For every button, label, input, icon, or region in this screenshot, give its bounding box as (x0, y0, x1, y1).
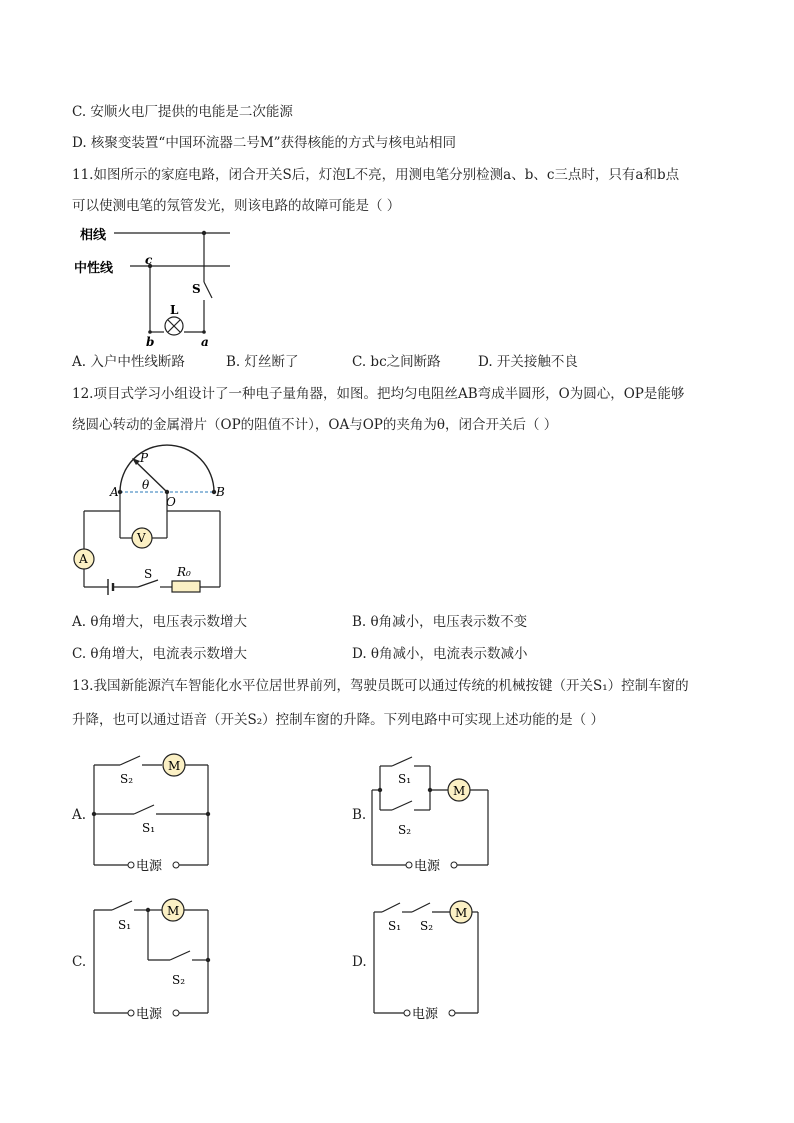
switch-s2-icon (392, 801, 412, 810)
point-a-label: A (110, 485, 119, 499)
lamp-label: L (170, 303, 179, 317)
switch-s1-icon (112, 901, 132, 910)
q11-option-a: A. 入户中性线断路 (72, 354, 185, 370)
q13-circuit-b (368, 752, 498, 877)
motor-label: M (453, 784, 466, 798)
q12-protractor-circuit (72, 442, 242, 602)
q12-stem-line2: 绕圆心转动的金属滑片（OP的阻值不计），OA与OP的夹角为θ，闭合开关后（ ） (72, 417, 558, 433)
resistor-label: R₀ (177, 565, 191, 579)
theta-label: θ (142, 478, 150, 492)
point-a-label: a (201, 335, 209, 349)
power-label: 电源 (136, 859, 163, 874)
s1-label: S₁ (398, 772, 412, 786)
option-c-prev: C. 安顺火电厂提供的电能是二次能源 (72, 104, 293, 120)
point-b-label: b (146, 335, 155, 349)
q11-option-c: C. bc之间断路 (352, 354, 441, 370)
s2-label: S₂ (172, 973, 186, 987)
motor-label: M (455, 906, 468, 920)
q12-option-d: D. θ角减小，电流表示数减小 (352, 646, 528, 662)
q13-option-c-label: C. (72, 954, 87, 970)
motor-label: M (168, 759, 181, 773)
power-label: 电源 (412, 1007, 439, 1022)
ammeter-label: A (79, 552, 88, 566)
switch-s2-icon (120, 756, 140, 765)
s2-label: S₂ (120, 772, 134, 786)
s1-label: S₁ (388, 919, 402, 933)
q12-option-c: C. θ角增大，电流表示数增大 (72, 646, 248, 662)
point-b-label: B (216, 485, 225, 499)
q13-option-d-label: D. (352, 954, 367, 970)
q12-stem-line1: 12.项目式学习小组设计了一种电子量角器，如图。把均匀电阻丝AB弯成半圆形，O为圆心，OP是能够 (72, 386, 685, 402)
switch-icon (138, 580, 158, 587)
s1-label: S₁ (142, 821, 156, 835)
switch-s1-icon (382, 903, 400, 912)
option-d-prev: D. 核聚变装置“中国环流器二号M”获得核能的方式与核电站相同 (72, 135, 457, 151)
q11-stem-line2: 可以使测电笔的氖管发光，则该电路的故障可能是（ ） (72, 198, 401, 214)
switch-s1-icon (134, 805, 154, 814)
live-wire-label: 相线 (80, 228, 107, 243)
q13-circuit-a (90, 750, 215, 880)
q13-stem-line2: 升降，也可以通过语音（开关S₂）控制车窗的升降。下列电路中可实现上述功能的是（ ） (72, 712, 604, 728)
neutral-wire-label: 中性线 (74, 261, 114, 276)
q12-option-b: B. θ角减小，电压表示数不变 (352, 614, 528, 630)
switch-label: S (144, 567, 153, 581)
q12-option-a: A. θ角增大，电压表示数增大 (72, 614, 247, 630)
switch-s2-icon (412, 903, 430, 912)
switch-s2-icon (170, 951, 190, 960)
q11-option-b: B. 灯丝断了 (226, 354, 299, 370)
q11-option-d: D. 开关接触不良 (478, 354, 578, 370)
q13-option-a-label: A. (72, 807, 87, 823)
q13-circuit-d (370, 898, 495, 1026)
q13-circuit-c (90, 898, 215, 1026)
motor-label: M (167, 904, 180, 918)
switch-icon (204, 282, 212, 298)
q13-stem-line1: 13.我国新能源汽车智能化水平位居世界前列，驾驶员既可以通过传统的机械按键（开关S₁）控制车窗的 (72, 678, 689, 694)
center-o-label: O (166, 495, 176, 509)
s2-label: S₂ (420, 919, 434, 933)
s2-label: S₂ (398, 823, 412, 837)
q11-circuit-diagram (72, 220, 242, 350)
q13-option-b-label: B. (352, 807, 367, 823)
power-label: 电源 (414, 859, 441, 874)
switch-label: S (192, 282, 201, 296)
s1-label: S₁ (118, 918, 132, 932)
resistor-icon (172, 581, 200, 592)
slider-p-label: P (140, 451, 149, 465)
q11-stem-line1: 11.如图所示的家庭电路，闭合开关S后，灯泡L不亮，用测电笔分别检测a、b、c三点时，只有a和b点 (72, 167, 680, 183)
power-label: 电源 (136, 1007, 163, 1022)
point-c-label: c (145, 253, 153, 267)
voltmeter-label: V (137, 531, 146, 545)
switch-s1-icon (392, 757, 412, 766)
